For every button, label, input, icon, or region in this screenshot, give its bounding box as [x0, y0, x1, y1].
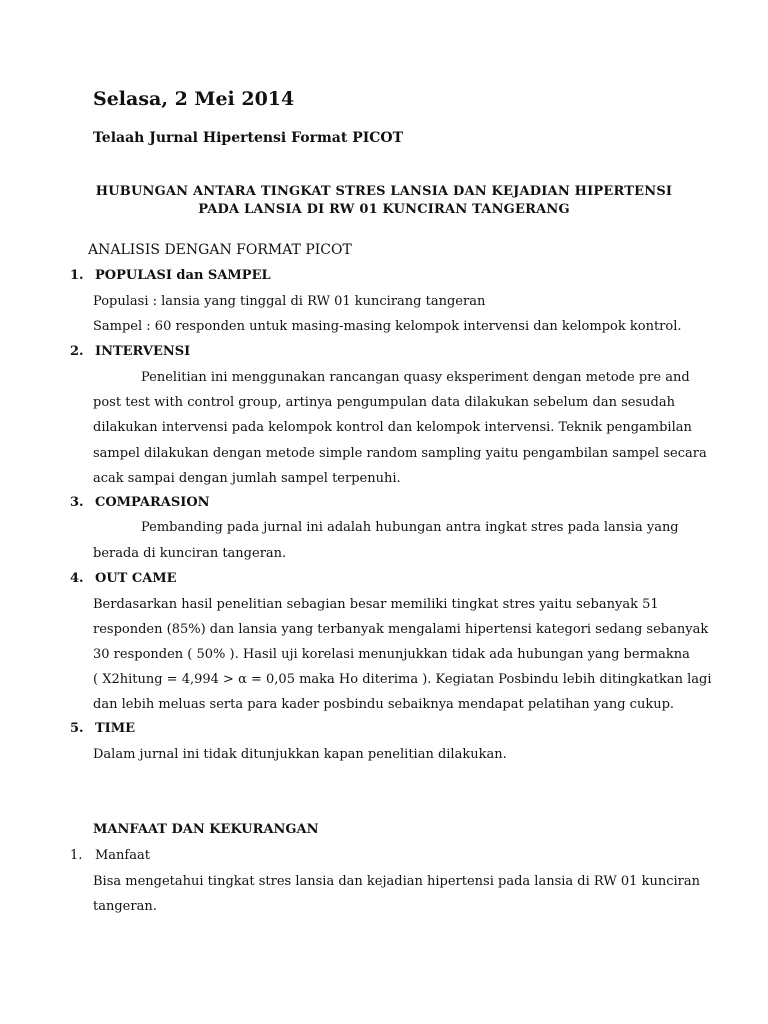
- document-date: Selasa, 2 Mei 2014: [93, 88, 295, 110]
- manfaat-item-number: 1.: [70, 848, 83, 863]
- paragraph-line: dan lebih meluas serta para kader posbindu sebaiknya mendapat pelatihan yang cukup.: [93, 697, 675, 712]
- section-number: 5.: [70, 721, 84, 736]
- section-number: 4.: [70, 571, 84, 586]
- sampel-text: Sampel : 60 responden untuk masing-masing kelompok intervensi dan kelompok kontrol.: [93, 319, 682, 334]
- paragraph-line: 30 responden ( 50% ). Hasil uji korelasi menunjukkan tidak ada hubungan yang bermakna: [93, 647, 690, 662]
- section-number: 1.: [70, 268, 84, 283]
- section-number: 3.: [70, 495, 84, 510]
- section-number: 2.: [70, 344, 84, 359]
- paragraph-line: post test with control group, artinya pengumpulan data dilakukan sebelum dan sesudah: [93, 395, 675, 410]
- paragraph-line: Bisa mengetahui tingkat stres lansia dan kejadian hipertensi pada lansia di RW 01 kunciran: [93, 874, 700, 889]
- paragraph-line: dilakukan intervensi pada kelompok kontrol dan kelompok intervensi. Teknik pengambilan: [93, 420, 692, 435]
- section-heading-time: TIME: [95, 721, 136, 736]
- populasi-text: Populasi : lansia yang tinggal di RW 01 kuncirang tangeran: [93, 294, 486, 309]
- document-subtitle: Telaah Jurnal Hipertensi Format PICOT: [93, 130, 404, 146]
- time-text: Dalam jurnal ini tidak ditunjukkan kapan penelitian dilakukan.: [93, 747, 507, 762]
- paragraph-line: responden (85%) dan lansia yang terbanyak mengalami hipertensi kategori sedang sebanyak: [93, 622, 709, 637]
- paragraph-line: ( X2hitung = 4,994 > α = 0,05 maka Ho diterima ). Kegiatan Posbindu lebih ditingkatkan lagi: [93, 672, 712, 687]
- section-heading-intervensi: INTERVENSI: [95, 344, 191, 359]
- section-heading-populasi: POPULASI dan SAMPEL: [95, 268, 271, 283]
- manfaat-item-label: Manfaat: [95, 848, 150, 863]
- paragraph-line: sampel dilakukan dengan metode simple random sampling yaitu pengambilan sampel secara: [93, 446, 707, 461]
- paragraph-line: berada di kunciran tangeran.: [93, 546, 287, 561]
- manfaat-heading: MANFAAT DAN KEKURANGAN: [93, 822, 319, 837]
- paragraph-line: Berdasarkan hasil penelitian sebagian besar memiliki tingkat stres yaitu sebanyak 51: [93, 597, 659, 612]
- paragraph-line: tangeran.: [93, 899, 157, 914]
- journal-title-line-1: HUBUNGAN ANTARA TINGKAT STRES LANSIA DAN KEJADIAN HIPERTENSI: [95, 184, 673, 199]
- paragraph-line: Penelitian ini menggunakan rancangan quasy eksperiment dengan metode pre and: [141, 370, 690, 385]
- section-heading-outcame: OUT CAME: [95, 571, 177, 586]
- journal-title-line-2: PADA LANSIA DI RW 01 KUNCIRAN TANGERANG: [198, 202, 570, 217]
- analysis-heading: ANALISIS DENGAN FORMAT PICOT: [88, 242, 352, 258]
- section-heading-comparasion: COMPARASION: [95, 495, 210, 510]
- paragraph-line: Pembanding pada jurnal ini adalah hubungan antra ingkat stres pada lansia yang: [141, 520, 679, 535]
- paragraph-line: acak sampai dengan jumlah sampel terpenuhi.: [93, 471, 401, 486]
